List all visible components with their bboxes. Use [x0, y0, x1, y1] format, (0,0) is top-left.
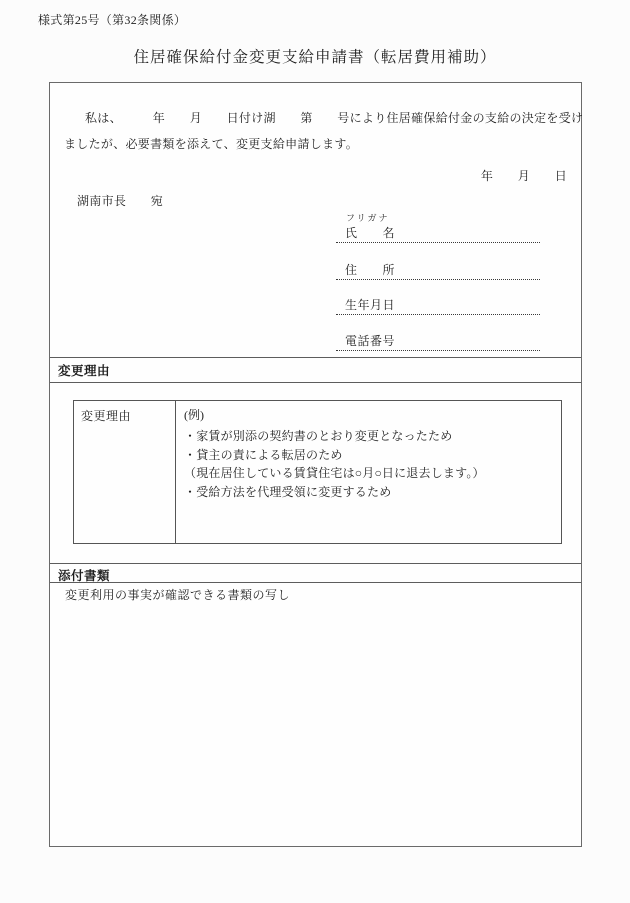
- address-field: [336, 262, 540, 280]
- document-title: 住居確保給付金変更支給申請書（転居費用補助）: [133, 49, 497, 66]
- intro-statement-line2: ましたが、必要書類を添えて、変更支給申請します。: [64, 137, 359, 151]
- phone-field: [336, 333, 540, 351]
- change-reason-section-header: 変更理由: [58, 364, 111, 378]
- change-reason-table: [73, 400, 562, 544]
- attachments-content: 変更利用の事実が確認できる書類の写し: [65, 588, 291, 602]
- furigana-label: フリガナ: [346, 213, 390, 223]
- section-divider: [50, 582, 581, 583]
- birthdate-field-label: 生年月日: [345, 298, 396, 312]
- name-field: [336, 225, 540, 243]
- name-field-label: 氏 名: [345, 226, 396, 240]
- addressee-mayor: 湖南市長 宛: [77, 194, 164, 208]
- example-item: ・家賃が別添の契約書のとおり変更となったため: [184, 429, 453, 443]
- section-divider: [50, 382, 581, 383]
- section-divider: [50, 357, 581, 358]
- intro-statement-line1: 私は、 年 月 日付け湖 第 号により住居確保給付金の支給の決定を受け: [85, 111, 584, 125]
- phone-field-label: 電話番号: [345, 334, 396, 348]
- example-heading: (例): [184, 408, 204, 422]
- form-outer-frame: [49, 82, 582, 847]
- change-reason-cell-label: 変更理由: [74, 401, 176, 543]
- application-date-line: 年 月 日: [480, 169, 567, 183]
- example-item: ・受給方法を代理受領に変更するため: [184, 484, 392, 499]
- address-field-label: 住 所: [345, 263, 396, 277]
- section-divider: [50, 563, 581, 564]
- form-number: 様式第25号（第32条関係）: [38, 13, 187, 27]
- birthdate-field: [336, 297, 540, 315]
- attachments-section-header: 添付書類: [58, 569, 111, 583]
- example-item: ・貸主の責による転居のため: [184, 447, 343, 462]
- change-reason-examples-cell: [176, 401, 561, 543]
- example-item-note: （現在居住している賃貸住宅は○月○日に退去します。）: [184, 466, 485, 480]
